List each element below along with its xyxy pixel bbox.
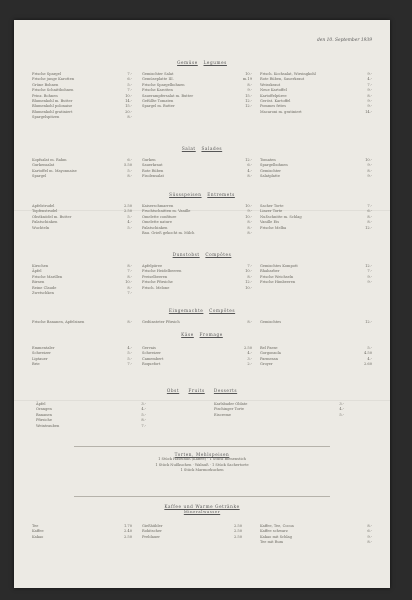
menu-item-price: 8.- <box>247 220 252 225</box>
menu-item-name: Gurkensalat <box>32 163 55 168</box>
menu-item-name: Neue Kartoffel <box>260 88 287 93</box>
menu-item-price: 8.- <box>247 274 252 279</box>
menu-item-name: Bananen <box>36 412 52 417</box>
cheese-right-column <box>260 346 372 368</box>
menu-item-price: 6.- <box>367 209 372 214</box>
menu-item-price: 7.- <box>127 269 132 274</box>
menu-item-price: 8.- <box>127 264 132 268</box>
menu-item-name: Birnen <box>32 280 45 285</box>
menu-item-price: 2.50 <box>123 204 132 208</box>
menu-item-price: 9.- <box>247 88 252 93</box>
menu-item-price: 14.- <box>365 109 372 114</box>
menu-item-price: 4.- <box>141 407 146 412</box>
cake-line: 1 Stück Marmorkuchen <box>180 468 224 473</box>
menu-item-price: 2.50 <box>243 346 252 350</box>
menu-item <box>32 291 132 296</box>
menu-item-price: 4.- <box>247 168 252 173</box>
menu-item-name: Tee <box>32 524 39 528</box>
menu-item-price: 5.- <box>127 168 132 173</box>
menu-item <box>260 540 372 545</box>
menu-item-name: Apfelpüree <box>142 264 163 268</box>
menu-item-price: 3.- <box>339 402 344 406</box>
menu-item-name: Emmentaler <box>32 346 55 350</box>
menu-item-name: Gervais <box>142 346 156 350</box>
menu-item-name: Blumenkohl m. Butter <box>32 99 73 104</box>
preserves-middle-column <box>142 320 252 325</box>
menu-item-name: Kartoffel m. Mayonnaise <box>32 168 77 173</box>
menu-item-name: Karlsbader Oblate <box>214 402 248 406</box>
menu-item-name: Kirschen <box>32 264 49 268</box>
menu-item-name: Frische Bananen, Apfelsinen <box>32 320 85 324</box>
menu-item-price: 9.- <box>367 280 372 285</box>
menu-item-price: 8.- <box>141 418 146 423</box>
fruit-left-column <box>36 402 146 429</box>
menu-item <box>32 174 132 179</box>
menu-item-name: Blumenkohl gratiniert <box>32 109 73 114</box>
menu-item-price: 8.- <box>367 93 372 98</box>
menu-item-name: Vanille Eis <box>260 220 280 225</box>
menu-item-price: 12.- <box>365 264 372 268</box>
menu-item-price: 8.- <box>367 540 372 545</box>
section-coffee-title: Kaffee und Warme Getränke Mineralwasser <box>164 504 240 515</box>
menu-item-price: 2.50 <box>123 209 132 214</box>
menu-item-name: Gemüseplatte III. <box>142 77 174 82</box>
menu-item-name: Omelette nature <box>142 220 172 225</box>
menu-item-price: 7.- <box>141 423 146 428</box>
menu-item-price: 4.- <box>339 407 344 412</box>
menu-item <box>260 226 372 231</box>
cheese-left-column <box>32 346 132 368</box>
menu-item-price: 4.- <box>127 346 132 350</box>
menu-item-name: Spargelbohnen <box>260 163 288 168</box>
menu-item-name: Frische Marillen <box>32 274 63 279</box>
menu-item-name: Nußschnitte m. Schlag <box>260 214 302 219</box>
menu-item-price: 4.- <box>127 220 132 225</box>
menu-item-price: 5.- <box>367 346 372 350</box>
menu-item-price: 4.50 <box>363 351 372 356</box>
menu-item-price: 8.- <box>247 225 252 230</box>
vegetables-left-column <box>32 72 132 121</box>
cakes-lines <box>14 457 390 473</box>
menu-item-price: 1.70 <box>123 524 132 528</box>
menu-item-name: Frische Weichseln <box>260 274 294 279</box>
menu-item-name: Frische Schnittbohnen <box>32 88 74 93</box>
menu-item <box>142 535 242 540</box>
menu-item-price: 10.- <box>125 280 132 285</box>
menu-item-name: Sacher Torte <box>260 204 284 208</box>
menu-item-name: Omelette confiture <box>142 214 177 219</box>
menu-item-name: Gemischter <box>260 168 282 173</box>
menu-item-price: 2.60 <box>363 362 372 367</box>
menu-item-price: 5.- <box>127 82 132 87</box>
menu-item <box>32 115 132 120</box>
section-cakes: Torten, Mehlspeisen 1 Stück Haselnuß (Kaffee) · 1 Stück Bienenstich 1 Stück Nußkuchen · Walnuß · 1 Stück Sachertorte 1 Stück Marmorkuchen <box>14 452 390 474</box>
menu-item-price: 7.- <box>367 204 372 208</box>
menu-item-price: 8.- <box>367 220 372 225</box>
menu-item-name: Frische junge Karotten <box>32 77 75 82</box>
menu-item-name: Groyer <box>260 362 273 367</box>
menu-item-name: Kartoffelpüree <box>260 93 287 98</box>
menu-item-name: Wuchteln <box>32 225 50 230</box>
menu-item-name: Obstknödel m. Butter <box>32 214 72 219</box>
menu-item-price: 12.- <box>365 320 372 324</box>
menu-item-price: 12.- <box>365 225 372 230</box>
menu-item-price: 7.- <box>127 291 132 296</box>
section-desserts-title: Süssspeisen Entremets <box>169 192 235 197</box>
menu-item-name: Geröst. Kartoffel <box>260 99 291 104</box>
coffee-left-column <box>32 524 132 540</box>
menu-item-name: Äpfel <box>32 269 42 274</box>
menu-item-name: Liptauer <box>32 356 48 361</box>
menu-item <box>214 413 344 418</box>
menu-item-name: Gefüllte Tomaten <box>142 99 174 104</box>
menu-item-name: Kaffee <box>32 529 44 534</box>
menu-item-name: Spargel <box>32 174 47 179</box>
menu-item-name: Bau. Grieß gekocht m. Milch <box>142 231 195 236</box>
menu-item-price: 2.40 <box>123 529 132 534</box>
menu-item-name: Parmesan <box>260 356 278 361</box>
menu-item-name: Palatschinken <box>32 220 58 225</box>
menu-item <box>142 104 252 109</box>
stewed-left-column <box>32 264 132 296</box>
menu-item-name: Kaiserschmarren <box>142 204 174 208</box>
menu-item-price: 10.- <box>245 214 252 219</box>
menu-item-price: 3.- <box>141 402 146 406</box>
menu-item-name: Fisolensalat <box>142 174 164 179</box>
menu-item-name: Schweizer <box>32 351 51 356</box>
menu-item-name: Gießhübler <box>142 524 163 528</box>
vegetables-middle-column <box>142 72 252 110</box>
menu-item-name: Spargel m. Butter <box>142 104 175 109</box>
menu-item-name: Kaffee schwarz <box>260 529 288 534</box>
section-preserves-title: Eingemachte Compôtes <box>168 308 236 313</box>
menu-item-name: Preblauer <box>142 534 161 539</box>
menu-item-price: 5.- <box>141 412 146 417</box>
menu-item-name: Gemischtes Kompott <box>260 264 298 268</box>
menu-item-name: Reine Claude <box>32 285 57 290</box>
section-vegetables-title: Gemüse Legumes <box>177 60 227 65</box>
menu-item-price: 5.- <box>339 412 344 417</box>
vegetables-right-column <box>260 72 372 115</box>
menu-item-price: 8.- <box>247 174 252 179</box>
menu-item-price: 12.- <box>245 280 252 285</box>
menu-item <box>32 535 132 540</box>
menu-item-price: 8.- <box>127 320 132 324</box>
menu-item-price: 2.- <box>247 362 252 367</box>
menu-item <box>32 226 132 231</box>
menu-item <box>142 320 252 325</box>
menu-item-price: 14.- <box>125 99 132 104</box>
menu-item-name: Schweizer <box>142 351 161 356</box>
menu-item <box>142 286 252 291</box>
menu-item-name: Gemischtes <box>260 320 282 324</box>
menu-item-name: Pommes frites <box>260 104 286 109</box>
menu-item-price: 10.- <box>125 93 132 98</box>
menu-item <box>32 362 132 367</box>
menu-item-name: Kakao <box>32 534 44 539</box>
menu-item-price: 15.- <box>125 104 132 109</box>
menu-item-price: 9.- <box>367 72 372 76</box>
menu-item <box>260 174 372 179</box>
menu-item-price: 8.- <box>367 168 372 173</box>
menu-item-price: 9.- <box>367 163 372 168</box>
menu-item-name: Tomaten <box>260 158 276 162</box>
menu-item-price: 6.- <box>367 529 372 534</box>
menu-item-price: 12.- <box>245 158 252 162</box>
section-fruit-title: Obst Fruits Desserts <box>166 388 238 393</box>
menu-item-name: Frische Pfirsiche <box>142 280 173 285</box>
preserves-right-column <box>260 320 372 325</box>
salad-left-column <box>32 158 132 180</box>
menu-item-name: Grüne Bohnen <box>32 82 59 87</box>
menu-item-name: Frische Melba <box>260 225 287 230</box>
coffee-middle-column <box>142 524 242 540</box>
menu-item-price: 4.- <box>367 77 372 82</box>
menu-item-price: 5.- <box>127 214 132 219</box>
menu-item-price: 10.- <box>245 269 252 274</box>
menu-item-name: Palatschinken <box>142 225 168 230</box>
menu-item-name: Preiselbeeren <box>142 274 168 279</box>
menu-item-name: Sauerkraut <box>142 163 163 168</box>
menu-item-name: Topfenstrudel <box>32 209 58 214</box>
menu-item-name: Brie <box>32 362 40 367</box>
menu-item-name: Kakao mit Schlag <box>260 534 292 539</box>
menu-item-name: Apfelstrudel <box>32 204 55 208</box>
menu-item-price: 10.- <box>245 204 252 208</box>
menu-item-name: Orangen <box>36 407 52 412</box>
menu-item-price: 5.- <box>127 225 132 230</box>
menu-item-price: 5.- <box>127 356 132 361</box>
menu-item-name: Pfirsiche <box>36 418 52 423</box>
menu-item <box>142 231 252 236</box>
menu-item-price: 8.- <box>127 115 132 120</box>
menu-item-name: Rote Rüben <box>142 168 164 173</box>
menu-item-name: Roquefort <box>142 362 161 367</box>
menu-item-price: 2.50 <box>233 524 242 528</box>
menu-item-name: Gurken <box>142 158 156 162</box>
menu-item-price: 6.- <box>247 163 252 168</box>
menu-item-price: 8.- <box>367 524 372 528</box>
menu-item-price: 9.- <box>367 88 372 93</box>
menu-item <box>260 320 372 325</box>
desserts-right-column <box>214 402 344 418</box>
menu-item-price: 8.- <box>127 174 132 179</box>
menu-item-name: Kopfsalat m. Rahm <box>32 158 67 162</box>
menu-item-price: 7.- <box>367 269 372 274</box>
menu-item-price: m.19 <box>242 77 252 82</box>
menu-item-price: 9.- <box>367 99 372 104</box>
menu-item-price: 7.- <box>367 82 372 87</box>
stewed-middle-column <box>142 264 252 291</box>
menu-item-price: 6.- <box>127 77 132 82</box>
menu-item-name: Macaroni m. gratiniert <box>260 109 302 114</box>
menu-item-price: 7.- <box>127 72 132 76</box>
menu-item-price: 8.- <box>367 214 372 219</box>
menu-item-name: Pischinger Torte <box>214 407 245 412</box>
menu-item-name: Frische Spargel <box>32 72 62 76</box>
menu-item-name: Rote Rüben, Sauerkraut <box>260 77 305 82</box>
menu-item <box>142 174 252 179</box>
menu-item-name: Gorgonzola <box>260 351 281 356</box>
menu-item-name: Tee mit Rum <box>260 540 284 545</box>
menu-item-price: 5.50 <box>123 163 132 168</box>
menu-item-name: Frisch. Kochsalat, Wirsingkohl <box>260 72 316 76</box>
menu-item-price: 12.- <box>245 104 252 109</box>
menu-item-name: Frische Karotten <box>142 88 173 93</box>
menu-item-name: Linzer Torte <box>260 209 283 214</box>
menu-item-name: Sauerampfersalat m. Butter <box>142 93 194 98</box>
menu-item-price: 20.- <box>125 109 132 114</box>
section-cheese-title: Käse Fromage <box>181 332 223 337</box>
menu-item-price: 6.- <box>127 158 132 162</box>
menu-item-name: Rhabarber <box>260 269 280 274</box>
menu-item-price: 10.- <box>245 285 252 290</box>
menu-item <box>142 362 252 367</box>
menu-item-price: 9.- <box>367 274 372 279</box>
menu-item-name: Camembert <box>142 356 164 361</box>
menu-item-name: Rohitscher <box>142 529 162 534</box>
menu-item-price: 2.50 <box>233 534 242 539</box>
menu-item-price: 9.- <box>367 174 372 179</box>
cake-line: 1 Stück Nußkuchen · Walnuß · 1 Stück Sachertorte <box>155 462 249 467</box>
menu-item-price: 7.- <box>127 88 132 93</box>
menu-item-name: Gemischter Salat <box>142 72 174 76</box>
menu-item-price: 4.- <box>367 356 372 361</box>
menu-item-price: 10.- <box>245 72 252 76</box>
desserts-middle-column <box>142 204 252 236</box>
menu-item-name: Weintrauben <box>36 423 60 428</box>
menu-item-name: Fruchtschnitten m. Vanille <box>142 209 191 214</box>
menu-item-name: Äpfel <box>36 402 46 406</box>
menu-item <box>260 362 372 367</box>
desserts-left-column <box>32 204 132 231</box>
menu-item-price: 5.- <box>127 351 132 356</box>
menu-item-price: 2.50 <box>233 529 242 534</box>
stewed-right-column <box>260 264 372 286</box>
menu-item <box>260 280 372 285</box>
menu-item-name: Prinz. Bohnen <box>32 93 58 98</box>
menu-item-price: 7.- <box>247 264 252 268</box>
preserves-left-column <box>32 320 132 325</box>
menu-item-name: Kaffee, Tee, Cocoa <box>260 524 294 528</box>
menu-item-name: Blumenkohl polonaise <box>32 104 73 109</box>
menu-date: den 10. September 1939 <box>316 38 372 43</box>
menu-item-price: 8.- <box>127 274 132 279</box>
menu-item-name: Zwetschken <box>32 291 54 296</box>
desserts-right-column <box>260 204 372 231</box>
menu-item-price: 10.- <box>365 158 372 162</box>
menu-item-price: 2.50 <box>123 534 132 539</box>
menu-item-name: Bel Paese <box>260 346 278 350</box>
coffee-right-column <box>260 524 372 546</box>
menu-item-price: 3.- <box>247 356 252 361</box>
menu-item-price: 15.- <box>245 93 252 98</box>
menu-item-price: 9.- <box>247 209 252 214</box>
menu-item-name: Frisch. Melone <box>142 285 170 290</box>
section-salad-title: Salat Salades <box>181 146 223 151</box>
menu-item-name: Frische Heidelbeeren <box>142 269 182 274</box>
section-stewed-fruit-title: Dunstobst Compôtes <box>172 252 232 257</box>
menu-item-price: 8.- <box>247 320 252 324</box>
cheese-middle-column <box>142 346 252 368</box>
menu-item-price: 8.- <box>247 82 252 87</box>
menu-item-price: 8.- <box>127 285 132 290</box>
menu-item-price: 4.- <box>247 351 252 356</box>
menu-item <box>36 424 146 429</box>
menu-item-price: 9.- <box>367 534 372 539</box>
menu-item-name: Weisskraut <box>260 82 281 87</box>
menu-item-price: 12.- <box>245 99 252 104</box>
menu-item-name: Frische Himbeeren <box>260 280 296 285</box>
menu-item-name: Eiscreme <box>214 412 232 417</box>
menu-item-name: Frische Spargelbohnen <box>142 82 185 87</box>
menu-item-name: Gedünsteter Pfirsich <box>142 320 180 324</box>
menu-item-name: Salatplatte <box>260 174 280 179</box>
salad-right-column <box>260 158 372 180</box>
salad-middle-column <box>142 158 252 180</box>
menu-page <box>14 20 390 588</box>
menu-item-price: 7.- <box>127 362 132 367</box>
menu-item-name: Spargelspitzen <box>32 115 60 120</box>
cake-line: 1 Stück Haselnuß (Kaffee) · 1 Stück Bienenstich <box>158 457 246 462</box>
menu-item-price: 8.- <box>247 231 252 236</box>
menu-item-price: 9.- <box>367 104 372 109</box>
menu-item <box>260 110 372 115</box>
menu-item <box>32 320 132 325</box>
